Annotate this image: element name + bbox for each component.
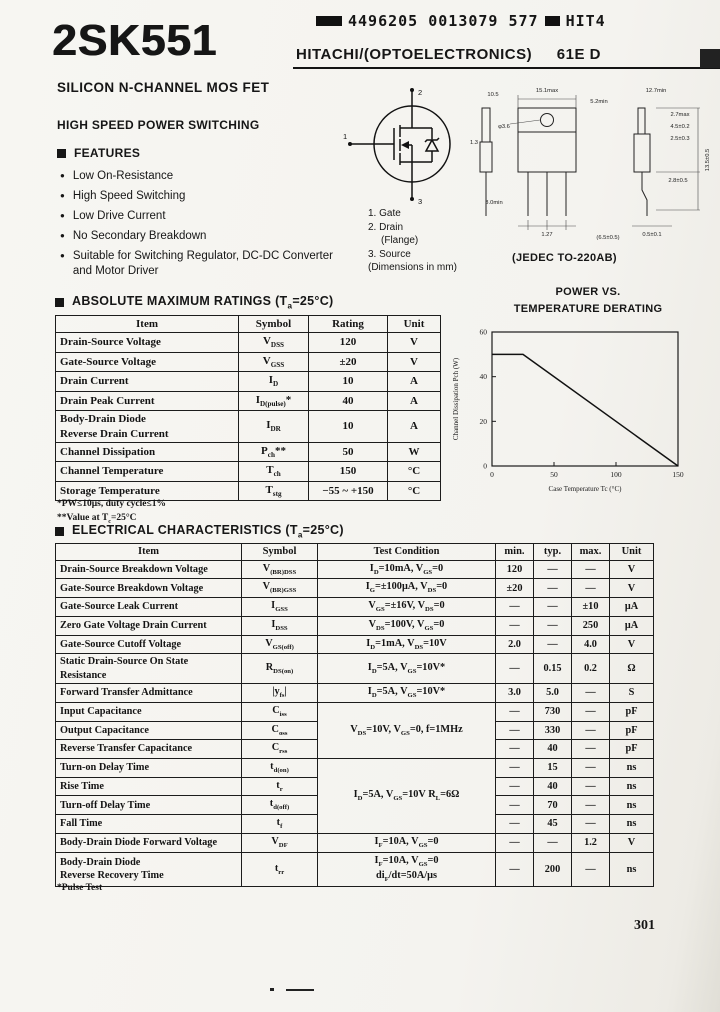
column-header: Item (56, 316, 239, 333)
electrical-heading-text: ELECTRICAL CHARACTERISTICS $(T_a=25^\circ C)$ (72, 523, 344, 540)
table-cell: — (572, 702, 610, 721)
table-cell: pF (610, 740, 654, 759)
table-row (56, 391, 441, 410)
table-cell: ns (610, 796, 654, 815)
dimension-label: φ3.6 (498, 124, 510, 130)
dimension-label: 1.3 (469, 140, 479, 146)
table-cell: Rise Time (56, 777, 242, 796)
table-cell: 3.0 (496, 684, 534, 703)
table-cell: — (496, 721, 534, 740)
table-cell: Gate-Source Breakdown Voltage (56, 579, 242, 598)
table-cell: Body-Drain Diode Reverse Drain Current (56, 411, 239, 443)
dimension-label: 3.0min (485, 200, 503, 206)
table-cell: $P_{ch}**$ (239, 442, 309, 461)
table-cell: $V_{DF}$ (242, 833, 318, 852)
table-cell: — (496, 833, 534, 852)
dimension-label: 1.27 (541, 232, 553, 238)
table-cell: Ω (610, 654, 654, 684)
device-type-subtitle: SILICON N-CHANNEL MOS FET (57, 80, 270, 95)
table-cell: $I_D=10mA$, $V_{GS}=0$ (318, 560, 496, 579)
table-row (56, 852, 654, 886)
table-cell: $I_D=5A$, $V_{GS}=10V*$ (318, 684, 496, 703)
barcode-mark-icon (545, 16, 560, 26)
table-cell: Static Drain-Source On State Resistance (56, 654, 242, 684)
table-cell: V (388, 333, 441, 352)
table-cell: μA (610, 616, 654, 635)
table-row (56, 833, 654, 852)
table-cell: 730 (534, 702, 572, 721)
pin-legend-line: (Flange) (381, 235, 419, 246)
table-cell: Channel Temperature (56, 462, 239, 481)
table-cell: Gate-Source Voltage (56, 352, 239, 371)
table-cell: °C (388, 481, 441, 500)
table-cell: $I_D=1mA$, $V_{DS}=10V$ (318, 635, 496, 654)
table-cell: pF (610, 702, 654, 721)
bullet-icon: ● (60, 210, 65, 220)
feature-text: Suitable for Switching Regulator, DC-DC Converter and Motor Driver (72, 249, 333, 277)
table-row (56, 579, 654, 598)
table-note: **Value at $T_c=25^\circ C$ (57, 512, 137, 525)
table-row (56, 560, 654, 579)
pin-number-source: 3 (418, 197, 423, 206)
edge-ink-mark (700, 49, 720, 68)
dimension-label: 10.5 (487, 92, 499, 98)
table-cell: $I_{GSS}$ (242, 598, 318, 617)
svg-text:Channel Dissipation Pch (W): Channel Dissipation Pch (W) (452, 357, 460, 441)
features-list (60, 169, 352, 284)
table-cell: A (388, 372, 441, 391)
table-cell: — (496, 759, 534, 778)
table-cell: — (572, 684, 610, 703)
table-cell: — (534, 579, 572, 598)
table-cell: −55 ~ +150 (309, 481, 388, 500)
table-cell: — (496, 777, 534, 796)
dimension-label: 2.5±0.3 (670, 136, 690, 142)
table-cell: Gate-Source Cutoff Voltage (56, 635, 242, 654)
pin-number-drain: 2 (418, 88, 423, 97)
table-cell: ns (610, 777, 654, 796)
barcode-suffix: HIT4 (565, 12, 606, 30)
absmax-heading (55, 294, 334, 311)
feature-item (60, 229, 352, 244)
table-cell: Fall Time (56, 815, 242, 834)
bullet-icon: ● (60, 230, 65, 240)
table-cell: $I_{DSS}$ (242, 616, 318, 635)
table-cell: $V_{GS}=\pm 16V$, $V_{DS}=0$ (318, 598, 496, 617)
table-cell: 150 (309, 462, 388, 481)
table-row (56, 684, 654, 703)
table-cell: $V_{DSS}$ (239, 333, 309, 352)
table-row (56, 372, 441, 391)
feature-text: Low Drive Current (72, 209, 166, 222)
table-cell: ns (610, 852, 654, 886)
table-cell: 0.2 (572, 654, 610, 684)
table-cell: 70 (534, 796, 572, 815)
scan-artifact-mark (286, 989, 314, 991)
pin-legend-line: 2. Drain (368, 221, 404, 233)
feature-item (60, 169, 352, 184)
features-heading (57, 146, 140, 160)
application-subtitle: HIGH SPEED POWER SWITCHING (57, 118, 260, 132)
table-cell: — (572, 560, 610, 579)
column-header: Test Condition (318, 544, 496, 561)
column-header: Item (56, 544, 242, 561)
table-cell: ns (610, 815, 654, 834)
doc-code: 61E D (556, 46, 601, 63)
table-cell: A (388, 411, 441, 443)
electrical-table (55, 543, 654, 887)
table-cell: $t_{d(on)}$ (242, 759, 318, 778)
svg-text:0: 0 (483, 461, 487, 471)
svg-text:100: 100 (610, 470, 622, 479)
table-row (56, 635, 654, 654)
column-header: Unit (610, 544, 654, 561)
table-cell: $I_D$ (239, 372, 309, 391)
table-cell: $C_{rss}$ (242, 740, 318, 759)
pin-legend-line: 3. Source (368, 248, 411, 260)
table-cell: ±10 (572, 598, 610, 617)
table-cell: 120 (496, 560, 534, 579)
table-cell: 10 (309, 372, 388, 391)
table-cell: — (572, 815, 610, 834)
table-cell: Drain-Source Breakdown Voltage (56, 560, 242, 579)
table-cell: 40 (534, 777, 572, 796)
jedec-package-label: (JEDEC TO-220AB) (512, 252, 617, 264)
dimension-label: 0.5±0.1 (642, 232, 662, 238)
feature-text: Low On-Resistance (72, 170, 174, 182)
table-cell: 4.0 (572, 635, 610, 654)
scan-artifact-mark (270, 988, 274, 991)
table-cell: — (534, 598, 572, 617)
table-cell: $V_{(BR)DSS}$ (242, 560, 318, 579)
table-cell: A (388, 391, 441, 410)
pin-legend-line: 1. Gate (368, 208, 401, 219)
table-cell: V (610, 560, 654, 579)
table-cell: $t_f$ (242, 815, 318, 834)
table-cell: — (534, 635, 572, 654)
table-cell: — (496, 852, 534, 886)
table-cell: $I_D=5A$, $V_{GS}=10V$ $R_L=6\Omega$ (318, 759, 496, 834)
table-row (56, 616, 654, 635)
table-cell: — (496, 702, 534, 721)
svg-text:50: 50 (550, 470, 558, 479)
svg-text:20: 20 (479, 416, 487, 426)
dimension-label: (6.5±0.5) (596, 235, 620, 241)
feature-item (60, 189, 352, 204)
bullet-icon: ● (60, 171, 65, 180)
table-cell: — (496, 815, 534, 834)
absmax-table (55, 315, 441, 501)
table-cell: — (572, 579, 610, 598)
svg-text:150: 150 (672, 470, 684, 479)
dimension-label: 5.2min (590, 99, 608, 105)
table-cell: — (496, 740, 534, 759)
table-cell: Drain Peak Current (56, 391, 239, 410)
table-cell: — (534, 616, 572, 635)
table-row (56, 598, 654, 617)
table-cell: 330 (534, 721, 572, 740)
table-cell: $T_{ch}$ (239, 462, 309, 481)
table-cell: $I_{D(pulse)}*$ (239, 391, 309, 410)
table-cell: — (496, 616, 534, 635)
section-square-icon (57, 149, 66, 158)
table-cell: Drain-Source Voltage (56, 333, 239, 352)
table-cell: Zero Gate Voltage Drain Current (56, 616, 242, 635)
table-cell: W (388, 442, 441, 461)
part-number-title: 2SK551 (52, 16, 218, 65)
pulse-test-note: *Pulse Test (57, 883, 103, 893)
column-header: Rating (309, 316, 388, 333)
table-cell: $V_{(BR)GSS}$ (242, 579, 318, 598)
pin-number-gate: 1 (343, 132, 348, 141)
barcode-digits: 4496205 0013079 577 (348, 12, 539, 30)
section-square-icon (55, 527, 64, 536)
table-cell: 40 (534, 740, 572, 759)
table-row (56, 442, 441, 461)
feature-item (60, 249, 352, 279)
table-cell: — (572, 721, 610, 740)
column-header: Unit (388, 316, 441, 333)
table-cell: V (610, 579, 654, 598)
table-cell: — (534, 833, 572, 852)
pin-legend (368, 207, 418, 261)
table-note: *PW≤10μs, duty cycle≤1% (57, 499, 166, 509)
feature-item (60, 209, 352, 224)
bullet-icon: ● (60, 250, 65, 260)
table-cell: V (610, 635, 654, 654)
header-rule (293, 67, 720, 69)
table-row (56, 654, 654, 684)
chart-title: POWER VS. TEMPERATURE DERATING (513, 286, 663, 315)
table-cell: Body-Drain Diode Reverse Recovery Time (56, 852, 242, 886)
table-cell: ±20 (309, 352, 388, 371)
table-row (56, 759, 654, 778)
table-cell: ns (610, 759, 654, 778)
table-cell: $V_{DS}=100V$, $V_{GS}=0$ (318, 616, 496, 635)
table-cell: $I_F=10A$, $V_{GS}=0$ $di_F/dt=50A/\mu s$ (318, 852, 496, 886)
dimension-label: 4.5±0.2 (670, 124, 690, 130)
table-cell: ±20 (496, 579, 534, 598)
table-cell: $I_D=5A$, $V_{GS}=10V*$ (318, 654, 496, 684)
table-cell: 0.15 (534, 654, 572, 684)
dimension-label: 12.7min (645, 88, 667, 94)
barcode-mark-icon (316, 16, 342, 26)
dimension-label: 2.7max (670, 112, 690, 118)
table-cell: $V_{DS}=10V$, $V_{GS}=0$, f=1MHz (318, 702, 496, 758)
dimension-label: 2.8±0.5 (668, 178, 688, 184)
table-cell: $C_{oss}$ (242, 721, 318, 740)
table-cell: $V_{GS(off)}$ (242, 635, 318, 654)
feature-text: High Speed Switching (72, 189, 186, 202)
table-header-row (56, 316, 441, 333)
package-drawing (466, 80, 718, 246)
table-cell: 50 (309, 442, 388, 461)
svg-text:0: 0 (490, 470, 494, 479)
table-row (56, 411, 441, 443)
manufacturer-name: HITACHI/(OPTOELECTRONICS) (296, 46, 533, 63)
manufacturer-line (296, 46, 601, 63)
table-cell: $|y_{fs}|$ (242, 684, 318, 703)
column-header: max. (572, 544, 610, 561)
table-cell: — (534, 560, 572, 579)
table-cell: Drain Current (56, 372, 239, 391)
column-header: Symbol (239, 316, 309, 333)
column-header: min. (496, 544, 534, 561)
svg-text:40: 40 (479, 372, 487, 382)
table-cell: Body-Drain Diode Forward Voltage (56, 833, 242, 852)
table-cell: $t_r$ (242, 777, 318, 796)
table-cell: 15 (534, 759, 572, 778)
barcode-header (316, 12, 606, 30)
table-cell: V (388, 352, 441, 371)
table-header-row (56, 544, 654, 561)
table-cell: $t_{rr}$ (242, 852, 318, 886)
table-cell: Storage Temperature (56, 481, 239, 500)
svg-text:60: 60 (479, 327, 487, 337)
table-cell: — (496, 598, 534, 617)
page-number: 301 (634, 918, 655, 933)
dimension-label: 13.5±0.5 (705, 148, 711, 172)
table-cell: — (572, 796, 610, 815)
table-cell: 1.2 (572, 833, 610, 852)
dimensions-note: (Dimensions in mm) (368, 262, 457, 273)
table-cell: $I_F=10A$, $V_{GS}=0$ (318, 833, 496, 852)
table-cell: — (572, 740, 610, 759)
table-cell: — (496, 654, 534, 684)
derating-chart (446, 316, 694, 508)
table-cell: 200 (534, 852, 572, 886)
table-cell: μA (610, 598, 654, 617)
table-cell: Channel Dissipation (56, 442, 239, 461)
table-cell: Forward Transfer Admittance (56, 684, 242, 703)
table-cell: $T_{stg}$ (239, 481, 309, 500)
table-cell: $V_{GSS}$ (239, 352, 309, 371)
table-cell: Output Capacitance (56, 721, 242, 740)
table-cell: 5.0 (534, 684, 572, 703)
electrical-heading (55, 523, 344, 540)
table-cell: S (610, 684, 654, 703)
table-cell: $C_{iss}$ (242, 702, 318, 721)
table-row (56, 333, 441, 352)
table-cell: Input Capacitance (56, 702, 242, 721)
table-cell: 45 (534, 815, 572, 834)
table-cell: $I_G=\pm 100\mu A$, $V_{DS}=0$ (318, 579, 496, 598)
table-cell: — (496, 796, 534, 815)
bullet-icon: ● (60, 190, 65, 200)
features-heading-text: FEATURES (74, 146, 141, 160)
table-row (56, 702, 654, 721)
table-cell: Turn-off Delay Time (56, 796, 242, 815)
table-cell: Turn-on Delay Time (56, 759, 242, 778)
table-cell: — (572, 852, 610, 886)
table-cell: — (572, 759, 610, 778)
table-cell: pF (610, 721, 654, 740)
table-cell: 40 (309, 391, 388, 410)
table-cell: $R_{DS(on)}$ (242, 654, 318, 684)
dimension-label: 15.1max (535, 88, 559, 94)
feature-text: No Secondary Breakdown (72, 229, 207, 242)
table-cell: 120 (309, 333, 388, 352)
table-cell: °C (388, 462, 441, 481)
table-cell: V (610, 833, 654, 852)
table-row (56, 352, 441, 371)
svg-text:Case Temperature Tc (°C): Case Temperature Tc (°C) (548, 485, 622, 493)
table-cell: 2.0 (496, 635, 534, 654)
table-cell: $t_{d(off)}$ (242, 796, 318, 815)
section-square-icon (55, 298, 64, 307)
column-header: Symbol (242, 544, 318, 561)
column-header: typ. (534, 544, 572, 561)
table-cell: Gate-Source Leak Current (56, 598, 242, 617)
table-cell: $I_{DR}$ (239, 411, 309, 443)
table-cell: 10 (309, 411, 388, 443)
table-cell: 250 (572, 616, 610, 635)
table-row (56, 462, 441, 481)
mosfet-symbol (340, 82, 460, 207)
table-cell: — (572, 777, 610, 796)
absmax-heading-text: ABSOLUTE MAXIMUM RATINGS $(T_a=25^\circ C)$ (72, 294, 334, 311)
table-cell: Reverse Transfer Capacitance (56, 740, 242, 759)
